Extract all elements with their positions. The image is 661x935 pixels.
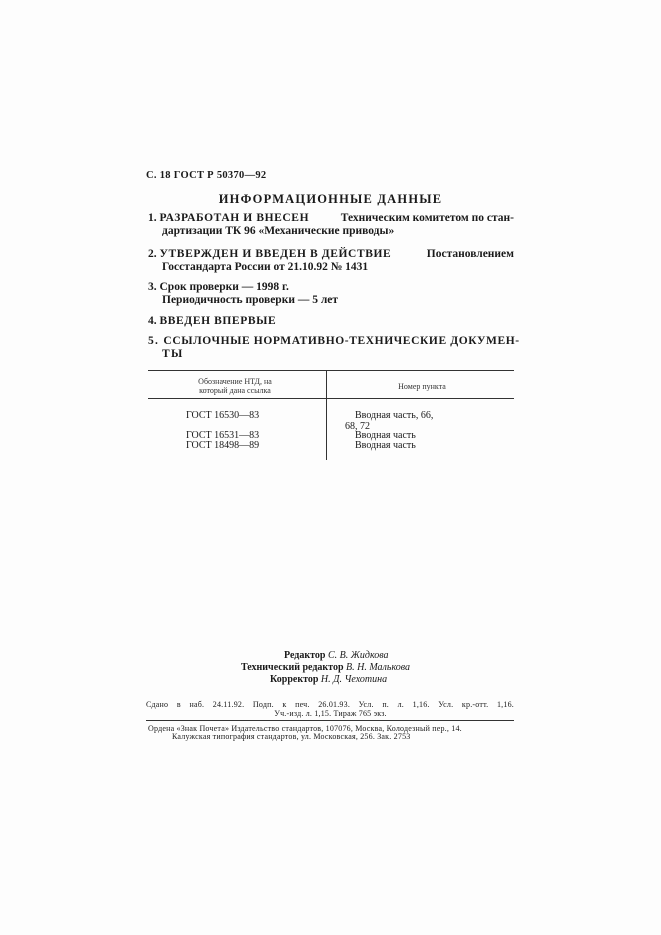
credit-editor — [284, 650, 389, 661]
table-row-1-ref-line2: 68, 72 — [345, 421, 370, 432]
table-col1-header — [150, 377, 320, 395]
item-caption: УТВЕРЖДЕН И ВВЕДЕН В ДЕЙСТВИЕ — [159, 248, 392, 260]
item-text-line2: Госстандарта России от 21.10.92 № 1431 — [162, 261, 369, 273]
imprint-rule — [146, 720, 514, 721]
info-item-5 — [148, 335, 520, 361]
imprint-line3: Ордена «Знак Почета» Издательство стандартов, 107076, Москва, Колодезный пер., 14. — [148, 724, 462, 733]
credit-proofreader — [270, 674, 387, 685]
page-header: С. 18 ГОСТ Р 50370—92 — [146, 170, 267, 181]
table-header-rule — [148, 398, 514, 399]
page-title: ИНФОРМАЦИОННЫЕ ДАННЫЕ — [218, 192, 443, 206]
table-top-rule — [148, 370, 514, 371]
item-number: 3. — [148, 281, 157, 293]
item-text: Техническим комитетом по стан- — [340, 212, 514, 224]
item-number: 2. — [148, 248, 157, 260]
item-text-line2: дартизации ТК 96 «Механические приводы» — [162, 225, 395, 237]
table-row-1-ref — [355, 410, 459, 421]
ref-line1: Вводная часть, 66, — [355, 410, 434, 421]
item-number: 4. — [148, 315, 157, 327]
credit-tech-editor — [241, 662, 410, 673]
imprint-line1: Сдано в наб. 24.11.92. Подп. к печ. 26.01.93. Усл. п. л. 1,16. Усл. кр.-отт. 1,16. — [146, 700, 514, 709]
table-row-2-doc: ГОСТ 16531—83 — [186, 430, 260, 441]
credit-name: В. Н. Малькова — [346, 662, 411, 673]
item-number: 5. — [148, 335, 160, 347]
credit-name: Н. Д. Чехотина — [320, 674, 388, 685]
table-row-3-doc: ГОСТ 18498—89 — [186, 440, 260, 451]
table-row-2-ref: Вводная часть — [355, 430, 416, 441]
info-item-1-line1 — [148, 212, 514, 225]
item-text: Срок проверки — 1998 г. — [159, 281, 289, 293]
item-caption: ССЫЛОЧНЫЕ НОРМАТИВНО-ТЕХНИЧЕСКИЕ ДОКУМЕН- — [163, 335, 520, 347]
item-caption: ВВЕДЕН ВПЕРВЫЕ — [159, 315, 277, 327]
info-item-4 — [148, 315, 276, 328]
item-text: Постановлением — [426, 248, 514, 260]
table-row-1-doc: ГОСТ 16530—83 — [186, 410, 260, 421]
table-column-divider — [326, 370, 327, 460]
table-col2-header: Номер пункта — [398, 382, 446, 391]
info-item-1 — [148, 212, 514, 238]
col1-header-line1: Обозначение НТД, на — [198, 377, 272, 386]
item-caption: РАЗРАБОТАН И ВНЕСЕН — [159, 212, 310, 224]
imprint-line2: Уч.-изд. л. 1,15. Тираж 765 экз. — [274, 709, 387, 718]
col1-header-line2: который дана ссылка — [199, 386, 271, 395]
imprint-line4: Калужская типография стандартов, ул. Московская, 256. Зак. 2753 — [172, 732, 411, 741]
credit-role: Корректор — [270, 674, 319, 685]
info-item-2 — [148, 248, 514, 274]
table-row-3-ref: Вводная часть — [355, 440, 416, 451]
info-item-3 — [148, 281, 338, 307]
item-text-line2: Периодичность проверки — 5 лет — [162, 294, 339, 306]
credit-name: С. В. Жидкова — [327, 650, 389, 661]
credit-role: Технический редактор — [241, 662, 344, 673]
item-text-line2: ТЫ — [162, 348, 184, 360]
item-number: 1. — [148, 212, 157, 224]
info-item-5-line1 — [148, 335, 520, 348]
info-item-2-line1 — [148, 248, 514, 261]
credit-role: Редактор — [284, 650, 326, 661]
